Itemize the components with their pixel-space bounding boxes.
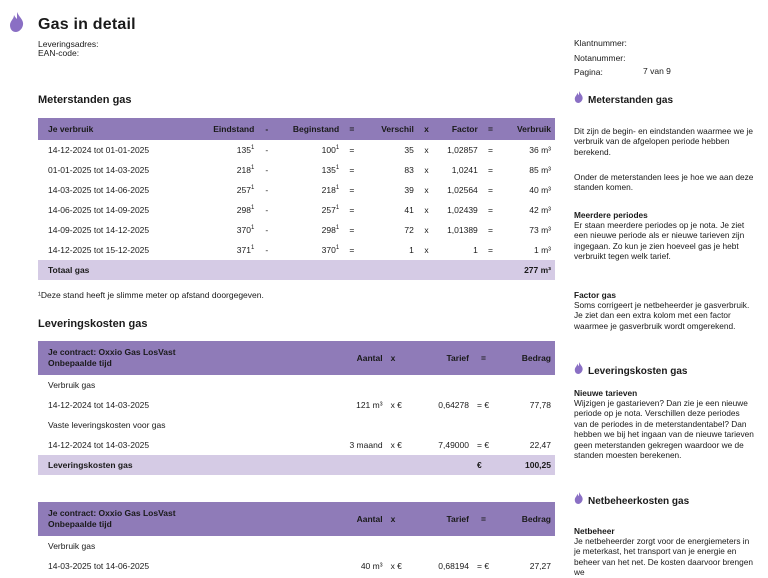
meter-diff: 83 bbox=[404, 165, 414, 175]
meter-factor: 1 bbox=[473, 245, 478, 255]
meter-diff: 72 bbox=[404, 225, 414, 235]
col-diff: Verschil bbox=[360, 118, 417, 140]
delivery-address-label: Leveringsadres: bbox=[38, 39, 99, 49]
costs-table-header bbox=[38, 341, 555, 375]
contract-name: Je contract: Oxxio Gas LosVast bbox=[48, 508, 176, 518]
costs-table-2 bbox=[38, 502, 555, 576]
meter-end: $218^1$ bbox=[236, 165, 255, 175]
equals-sign: = bbox=[487, 145, 493, 155]
meter-end: $370^1$ bbox=[236, 225, 255, 235]
usage-row: 14-12-2024 tot 14-03-2025 121 m³ x € 0,64278 = € 77,78 bbox=[38, 395, 555, 415]
fixed-amount: 3 maand bbox=[349, 440, 383, 450]
col-rate: Tarief bbox=[407, 502, 473, 536]
equals-sign: = bbox=[349, 185, 355, 195]
meter-begin: $100^1$ bbox=[321, 145, 340, 155]
col-x: x bbox=[418, 118, 435, 140]
fixed-period: 14-12-2024 tot 14-03-2025 bbox=[48, 440, 150, 450]
usage-amount: 40 m³ bbox=[360, 561, 383, 571]
page-label: Pagina: bbox=[574, 67, 603, 77]
flame-icon bbox=[574, 492, 584, 504]
euro-sign: € bbox=[484, 561, 490, 571]
usage-label-row bbox=[38, 536, 555, 556]
meter-total-label: Totaal gas bbox=[38, 260, 258, 280]
col-sum: Bedrag bbox=[494, 341, 555, 375]
sidebar-factor-title: Factor gas bbox=[574, 290, 616, 300]
meter-period: 14-12-2025 tot 15-12-2025 bbox=[48, 245, 150, 255]
x-euro: x € bbox=[390, 561, 402, 571]
sidebar-meter-heading bbox=[574, 91, 673, 106]
col-begin: Beginstand bbox=[275, 118, 343, 140]
usage-row: 14-03-2025 tot 14-06-2025 40 m³ x € 0,68194 = € 27,27 bbox=[38, 556, 555, 576]
meter-row bbox=[38, 200, 555, 220]
usage-sum: 27,27 bbox=[529, 561, 551, 571]
equals-sign: = bbox=[487, 185, 493, 195]
costs-section-title: Leveringskosten gas bbox=[38, 318, 148, 330]
col-x: x bbox=[387, 502, 407, 536]
sidebar-meter-title: Meterstanden gas bbox=[588, 95, 674, 106]
col-eq2: = bbox=[482, 118, 499, 140]
meter-footnote: ¹Deze stand heeft je slimme meter op afstand doorgegeven. bbox=[38, 290, 264, 300]
times-sign: x bbox=[424, 205, 429, 215]
contract-term: Onbepaalde tijd bbox=[48, 519, 112, 529]
meter-usage: 85 m³ bbox=[529, 165, 551, 175]
equals-sign: = bbox=[349, 165, 355, 175]
col-usage-period: Je verbruik bbox=[38, 118, 186, 140]
usage-rate: 0,64278 bbox=[438, 400, 469, 410]
sidebar-cost-heading bbox=[574, 362, 687, 377]
meter-factor: 1,0241 bbox=[451, 165, 478, 175]
sidebar-multi-text: Er staan meerdere periodes op je nota. Je ziet een nieuwe periode als er nieuwe tarieven zijn ingegaan. Zo kun je zien hoeveel gas je hebt verbruikt tegen welk tarief. bbox=[574, 220, 745, 262]
equals-sign: = bbox=[487, 225, 493, 235]
meter-factor: 1,01389 bbox=[447, 225, 478, 235]
equals-sign: = bbox=[487, 205, 493, 215]
meter-end: $371^1$ bbox=[236, 245, 255, 255]
equals-sign: = bbox=[349, 225, 355, 235]
meter-row bbox=[38, 140, 555, 160]
meter-period: 14-09-2025 tot 14-12-2025 bbox=[48, 225, 150, 235]
times-sign: x bbox=[424, 185, 429, 195]
col-factor: Factor bbox=[435, 118, 482, 140]
sidebar-grid-heading bbox=[574, 492, 689, 507]
times-sign: x bbox=[424, 145, 429, 155]
meter-diff: 39 bbox=[404, 185, 414, 195]
sidebar-factor-text: Soms corrigeert je netbeheerder je gasverbruik. Je ziet dan een extra kolom met een factor waarmee je gasverbruik wordt omgerekend. bbox=[574, 300, 750, 331]
usage-amount: 121 m³ bbox=[356, 400, 383, 410]
col-eq: = bbox=[473, 341, 494, 375]
meter-begin: $218^1$ bbox=[321, 185, 340, 195]
meter-period: 14-03-2025 tot 14-06-2025 bbox=[48, 185, 150, 195]
page-title: Gas in detail bbox=[38, 16, 136, 33]
meter-period: 14-06-2025 tot 14-09-2025 bbox=[48, 205, 150, 215]
usage-label: Verbruik gas bbox=[48, 541, 96, 551]
sidebar-grid-text: Je netbeheerder zorgt voor de energiemeters in je meterkast, het transport van je energie en beheer van het net. De kosten daarvoor brengen we bbox=[574, 536, 753, 578]
meter-row bbox=[38, 180, 555, 200]
ean-label: EAN-code: bbox=[38, 48, 80, 58]
flame-icon bbox=[10, 12, 24, 32]
meter-row bbox=[38, 240, 555, 260]
minus-sign: - bbox=[265, 205, 269, 215]
col-x: x bbox=[387, 341, 407, 375]
costs-table-header bbox=[38, 502, 555, 536]
address-block bbox=[38, 40, 98, 58]
usage-sum: 77,78 bbox=[529, 400, 551, 410]
usage-period: 14-03-2025 tot 14-06-2025 bbox=[48, 561, 150, 571]
meter-row bbox=[38, 160, 555, 180]
meter-usage: 40 m³ bbox=[529, 185, 551, 195]
col-end: Eindstand bbox=[186, 118, 258, 140]
usage-label-row bbox=[38, 375, 555, 395]
sidebar-new-rates-text: Wijzigen je gastarieven? Dan zie je een nieuwe periode op je nota. Verschillen deze periodes van de periodes in de meterstandentabel? Dan hebben we bij het ingaan van de nieuwe tarieven geen meterstanden gekregen waardoor we de standen moesten berekenen. bbox=[574, 398, 754, 461]
meter-begin: $370^1$ bbox=[321, 245, 340, 255]
minus-sign: - bbox=[265, 145, 269, 155]
minus-sign: - bbox=[265, 185, 269, 195]
costs-total-row bbox=[38, 455, 555, 475]
sidebar-new-rates-title: Nieuwe tarieven bbox=[574, 388, 638, 398]
times-sign: x bbox=[424, 225, 429, 235]
contract-name: Je contract: Oxxio Gas LosVast bbox=[48, 347, 176, 357]
col-sum: Bedrag bbox=[494, 502, 555, 536]
usage-rate: 0,68194 bbox=[438, 561, 469, 571]
equals-sign: = bbox=[487, 165, 493, 175]
page-number: 7 van 9 bbox=[643, 66, 671, 76]
meter-usage: 73 m³ bbox=[529, 225, 551, 235]
meter-period: 14-12-2024 tot 01-01-2025 bbox=[48, 145, 150, 155]
euro-sign: € bbox=[484, 400, 490, 410]
flame-icon bbox=[574, 91, 584, 103]
meter-diff: 35 bbox=[404, 145, 414, 155]
meter-period: 01-01-2025 tot 14-03-2025 bbox=[48, 165, 150, 175]
costs-total-value: 100,25 bbox=[494, 455, 555, 475]
fixed-row: 14-12-2024 tot 14-03-2025 3 maand x € 7,49000 = € 22,47 bbox=[38, 435, 555, 455]
sidebar-grid-title: Netbeheerkosten gas bbox=[588, 496, 690, 507]
contract-term: Onbepaalde tijd bbox=[48, 358, 112, 368]
meter-factor: 1,02564 bbox=[447, 185, 478, 195]
meter-end: $135^1$ bbox=[236, 145, 255, 155]
col-usage: Verbruik bbox=[499, 118, 555, 140]
minus-sign: - bbox=[265, 165, 269, 175]
meter-begin: $298^1$ bbox=[321, 225, 340, 235]
col-amount: Aantal bbox=[315, 502, 386, 536]
fixed-label-row bbox=[38, 415, 555, 435]
meter-usage: 1 m³ bbox=[534, 245, 551, 255]
costs-table-1 bbox=[38, 341, 555, 475]
customer-number-label: Klantnummer: bbox=[574, 38, 627, 48]
equals-sign: = bbox=[487, 245, 493, 255]
minus-sign: - bbox=[265, 245, 269, 255]
costs-total-label: Leveringskosten gas bbox=[38, 455, 315, 475]
usage-label: Verbruik gas bbox=[48, 380, 96, 390]
fixed-rate: 7,49000 bbox=[438, 440, 469, 450]
equals-sign: = bbox=[349, 205, 355, 215]
meter-usage: 36 m³ bbox=[529, 145, 551, 155]
equals-sign: = bbox=[349, 145, 355, 155]
col-eq: = bbox=[473, 502, 494, 536]
meter-usage: 42 m³ bbox=[529, 205, 551, 215]
x-euro: x € bbox=[390, 400, 402, 410]
meter-end: $298^1$ bbox=[236, 205, 255, 215]
meter-diff: 1 bbox=[409, 245, 414, 255]
flame-icon bbox=[574, 362, 584, 374]
euro-sign: € bbox=[484, 440, 490, 450]
times-sign: x bbox=[424, 165, 429, 175]
sidebar-multi-title: Meerdere periodes bbox=[574, 210, 648, 220]
meter-end: $257^1$ bbox=[236, 185, 255, 195]
sidebar-meter-p2: Onder de meterstanden lees je hoe we aan deze standen komen. bbox=[574, 172, 754, 193]
x-euro: x € bbox=[390, 440, 402, 450]
fixed-label: Vaste leveringskosten voor gas bbox=[48, 420, 166, 430]
meter-diff: 41 bbox=[404, 205, 414, 215]
meter-section-title: Meterstanden gas bbox=[38, 94, 132, 106]
equals-sign: = bbox=[349, 245, 355, 255]
fixed-sum: 22,47 bbox=[529, 440, 551, 450]
col-amount: Aantal bbox=[315, 341, 386, 375]
col-eq: = bbox=[343, 118, 360, 140]
sidebar-grid-sub: Netbeheer bbox=[574, 526, 615, 536]
minus-sign: - bbox=[265, 225, 269, 235]
col-rate: Tarief bbox=[407, 341, 473, 375]
sidebar-meter-p1: Dit zijn de begin- en eindstanden waarmee we je verbruik van de afgelopen periode hebben berekend. bbox=[574, 126, 753, 157]
meter-table-header bbox=[38, 118, 555, 140]
invoice-number-label: Notanummer: bbox=[574, 53, 626, 63]
times-sign: x bbox=[424, 245, 429, 255]
meter-begin: $257^1$ bbox=[321, 205, 340, 215]
sidebar-cost-title: Leveringskosten gas bbox=[588, 366, 688, 377]
meter-total-value: 277 m³ bbox=[499, 260, 555, 280]
usage-period: 14-12-2024 tot 14-03-2025 bbox=[48, 400, 150, 410]
meter-table bbox=[38, 118, 555, 280]
meter-row bbox=[38, 220, 555, 240]
col-minus: - bbox=[258, 118, 275, 140]
meter-begin: $135^1$ bbox=[321, 165, 340, 175]
meter-total-row bbox=[38, 260, 555, 280]
euro-sign: € bbox=[473, 455, 494, 475]
meter-factor: 1,02857 bbox=[447, 145, 478, 155]
meter-factor: 1,02439 bbox=[447, 205, 478, 215]
